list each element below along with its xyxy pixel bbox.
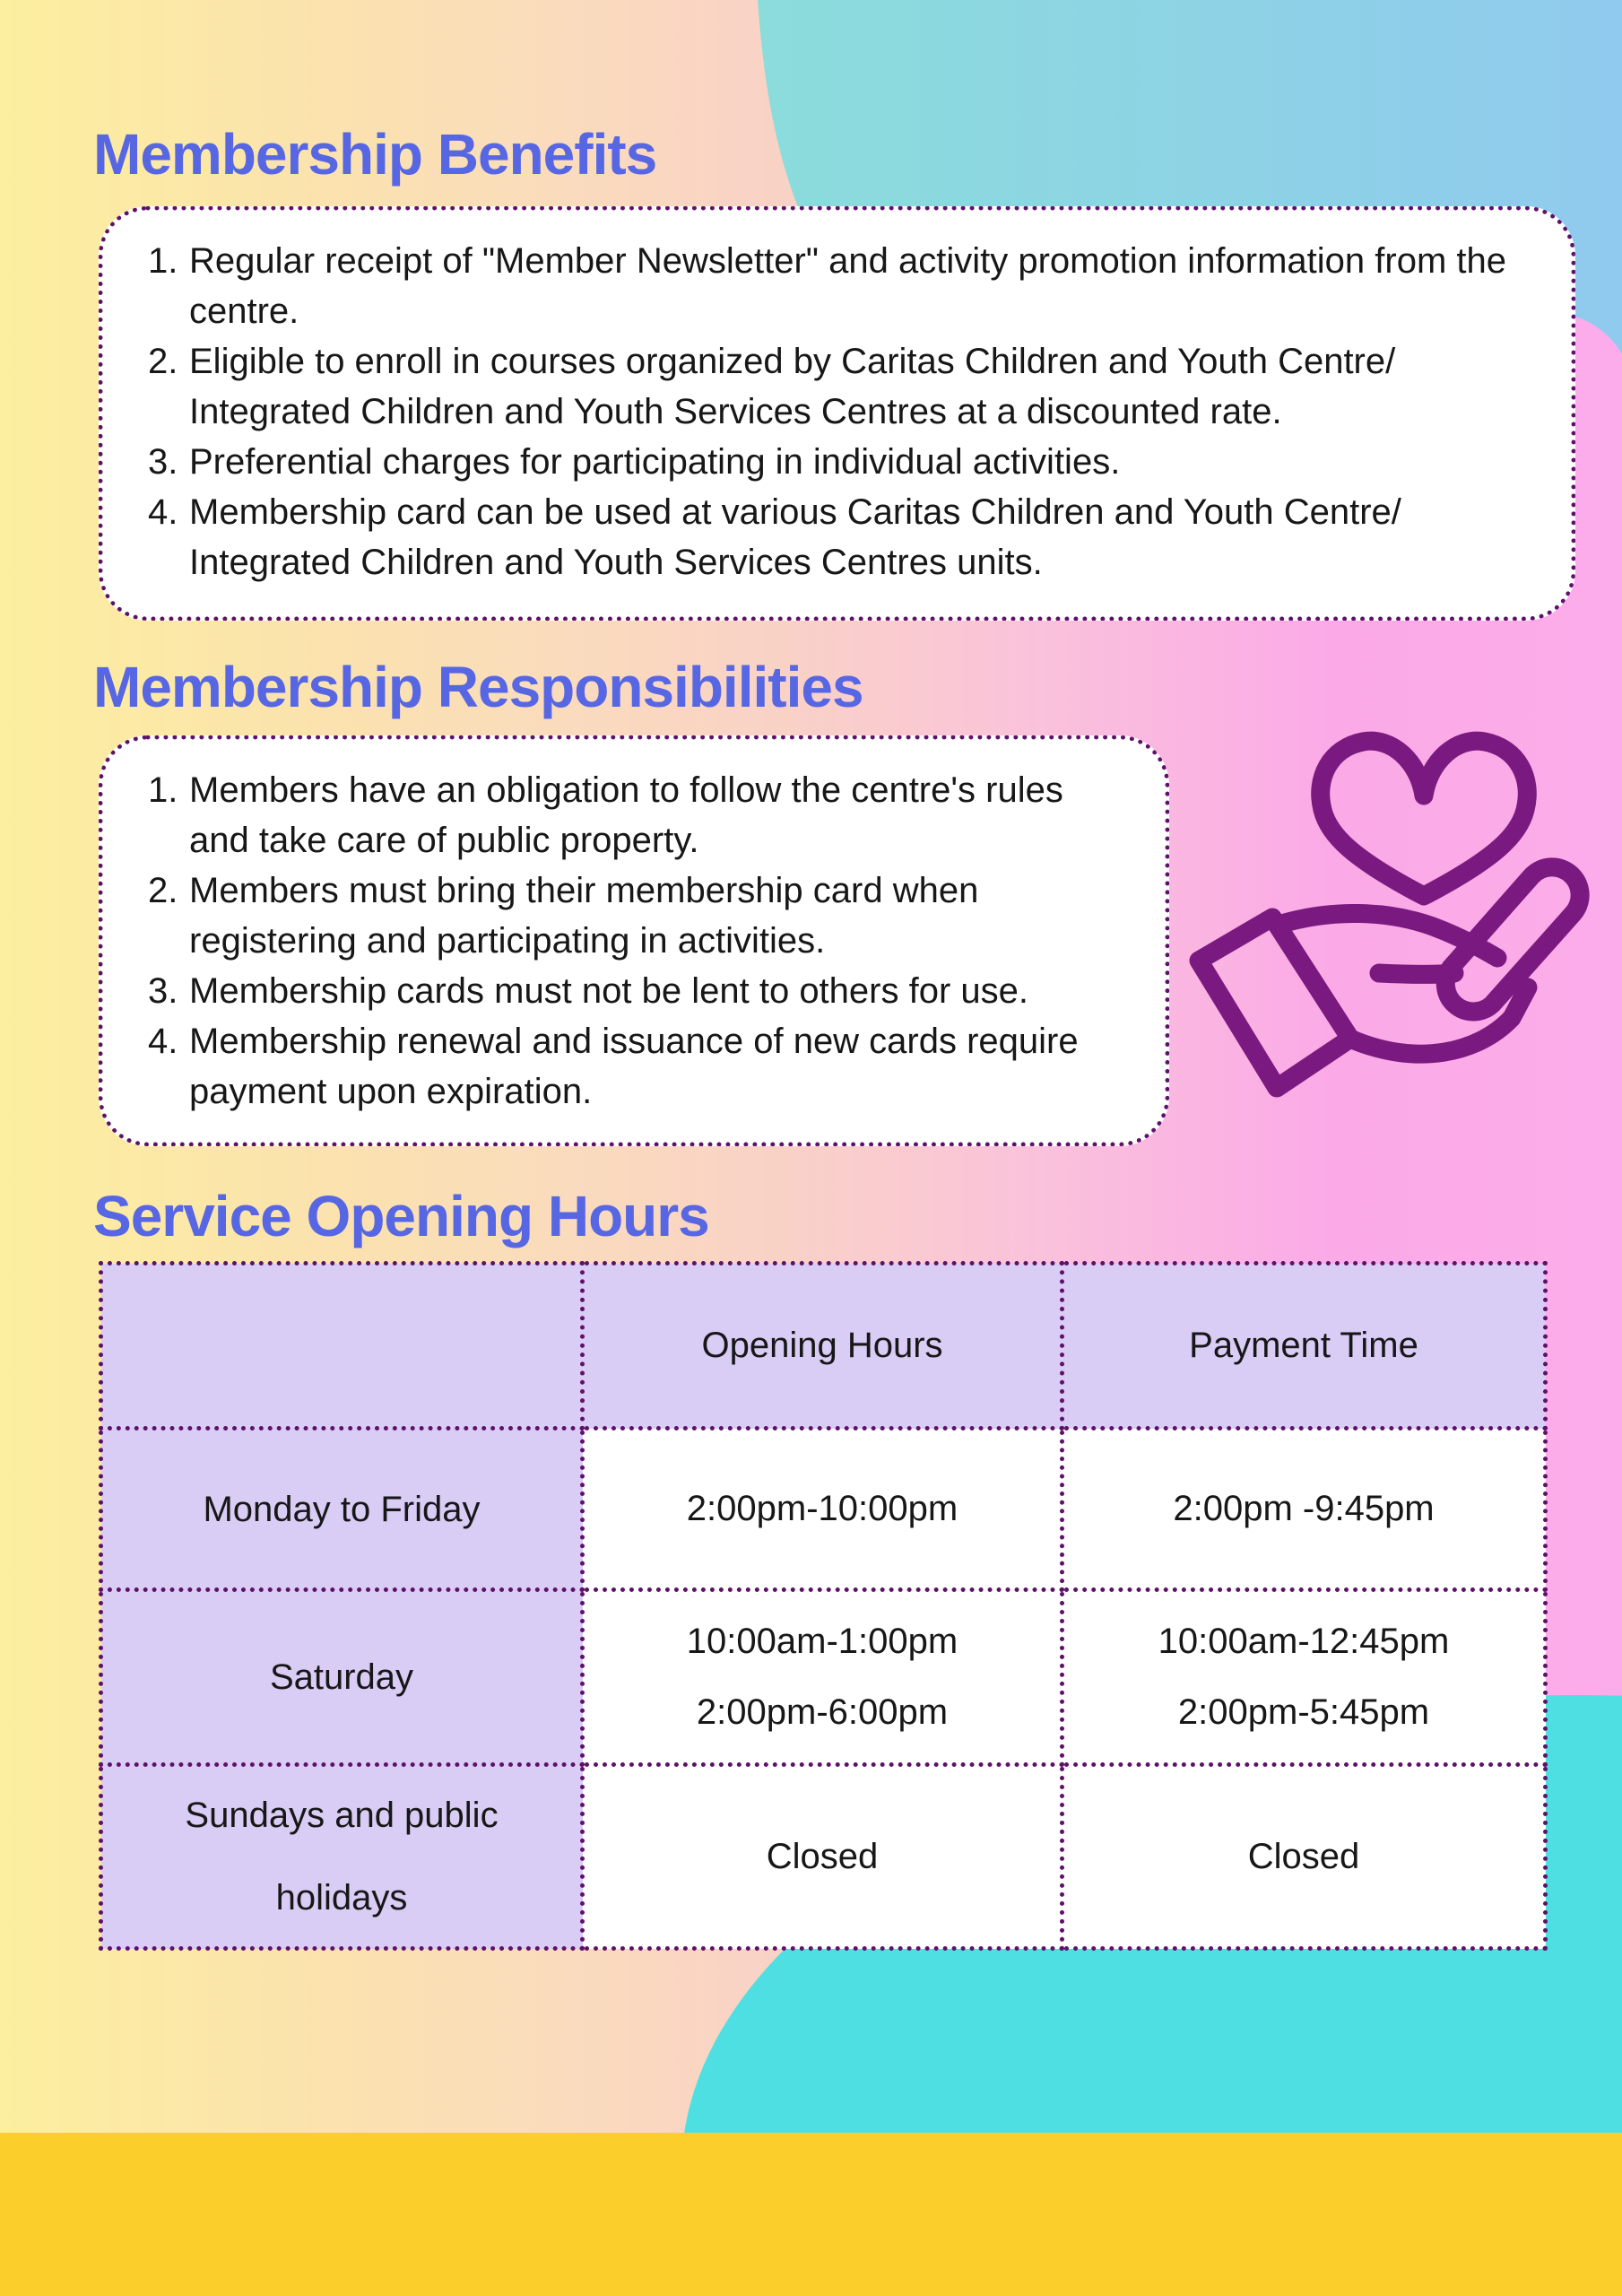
benefits-item-4: Membership card can be used at various Caritas Children and Youth Centre/ Integrated Children and Youth Services Centres units. (189, 492, 1401, 582)
table-row-weekdays (101, 1429, 1546, 1590)
benefits-list (143, 236, 1531, 587)
sundays-opening-cell (583, 1765, 1063, 1949)
row-label-saturday: Saturday (101, 1590, 583, 1765)
cell-line: 2:00pm -9:45pm (1173, 1489, 1435, 1528)
bottom-yellow-band (0, 2133, 1622, 2296)
saturday-opening-cell (583, 1590, 1063, 1765)
cell-line: 10:00am-12:45pm (1158, 1622, 1450, 1661)
saturday-payment-cell (1063, 1590, 1546, 1765)
weekdays-payment-cell (1063, 1429, 1546, 1590)
row-label-weekdays: Monday to Friday (101, 1429, 583, 1590)
hours-title: Service Opening Hours (93, 1184, 709, 1248)
responsibilities-box (99, 735, 1169, 1146)
responsibilities-list (143, 765, 1125, 1117)
table-row-saturday (101, 1590, 1546, 1765)
benefits-item-2: Eligible to enroll in courses organized by Caritas Children and Youth Centre/ Integrated Children and Youth Services Centres at a discounted rate. (189, 342, 1396, 431)
benefits-title: Membership Benefits (93, 122, 657, 187)
table-row-sundays (101, 1765, 1546, 1949)
header-cell-blank (101, 1264, 583, 1429)
cell-line: 2:00pm-5:45pm (1177, 1692, 1430, 1732)
opening-hours-table (99, 1261, 1548, 1951)
benefits-box (99, 206, 1575, 621)
sundays-payment-cell (1063, 1765, 1546, 1949)
heart-outline (1321, 741, 1528, 896)
header-cell-payment-time: Payment Time (1063, 1264, 1546, 1429)
table-header-row (101, 1264, 1546, 1429)
responsibilities-item-3: Membership cards must not be lent to others for use. (189, 971, 1028, 1011)
hand-palm-line (1379, 973, 1454, 975)
hand-cuff (1199, 918, 1350, 1088)
hand-holding-heart-icon (1148, 686, 1596, 1135)
cell-line: Closed (766, 1836, 879, 1876)
responsibilities-item-4: Membership renewal and issuance of new cards require payment upon expiration. (189, 1022, 1079, 1111)
hand-finger-lobe (1445, 867, 1580, 1012)
weekdays-opening-cell (583, 1429, 1063, 1590)
cell-line: Closed (1247, 1836, 1360, 1876)
cell-line: 2:00pm-6:00pm (696, 1692, 949, 1732)
cell-line: 2:00pm-10:00pm (686, 1489, 958, 1528)
header-cell-opening-hours: Opening Hours (583, 1264, 1063, 1429)
responsibilities-item-2: Members must bring their membership card when registering and participating in activities. (189, 871, 979, 961)
responsibilities-item-1: Members have an obligation to follow the centre's rules and take care of public property. (189, 770, 1063, 860)
benefits-item-1: Regular receipt of "Member Newsletter" and activity promotion information from the centre. (189, 241, 1507, 331)
benefits-item-3: Preferential charges for participating in individual activities. (189, 442, 1121, 482)
responsibilities-title: Membership Responsibilities (93, 655, 863, 719)
row-label-sundays: Sundays and public holidays (101, 1765, 583, 1949)
cell-line: 10:00am-1:00pm (686, 1622, 958, 1661)
